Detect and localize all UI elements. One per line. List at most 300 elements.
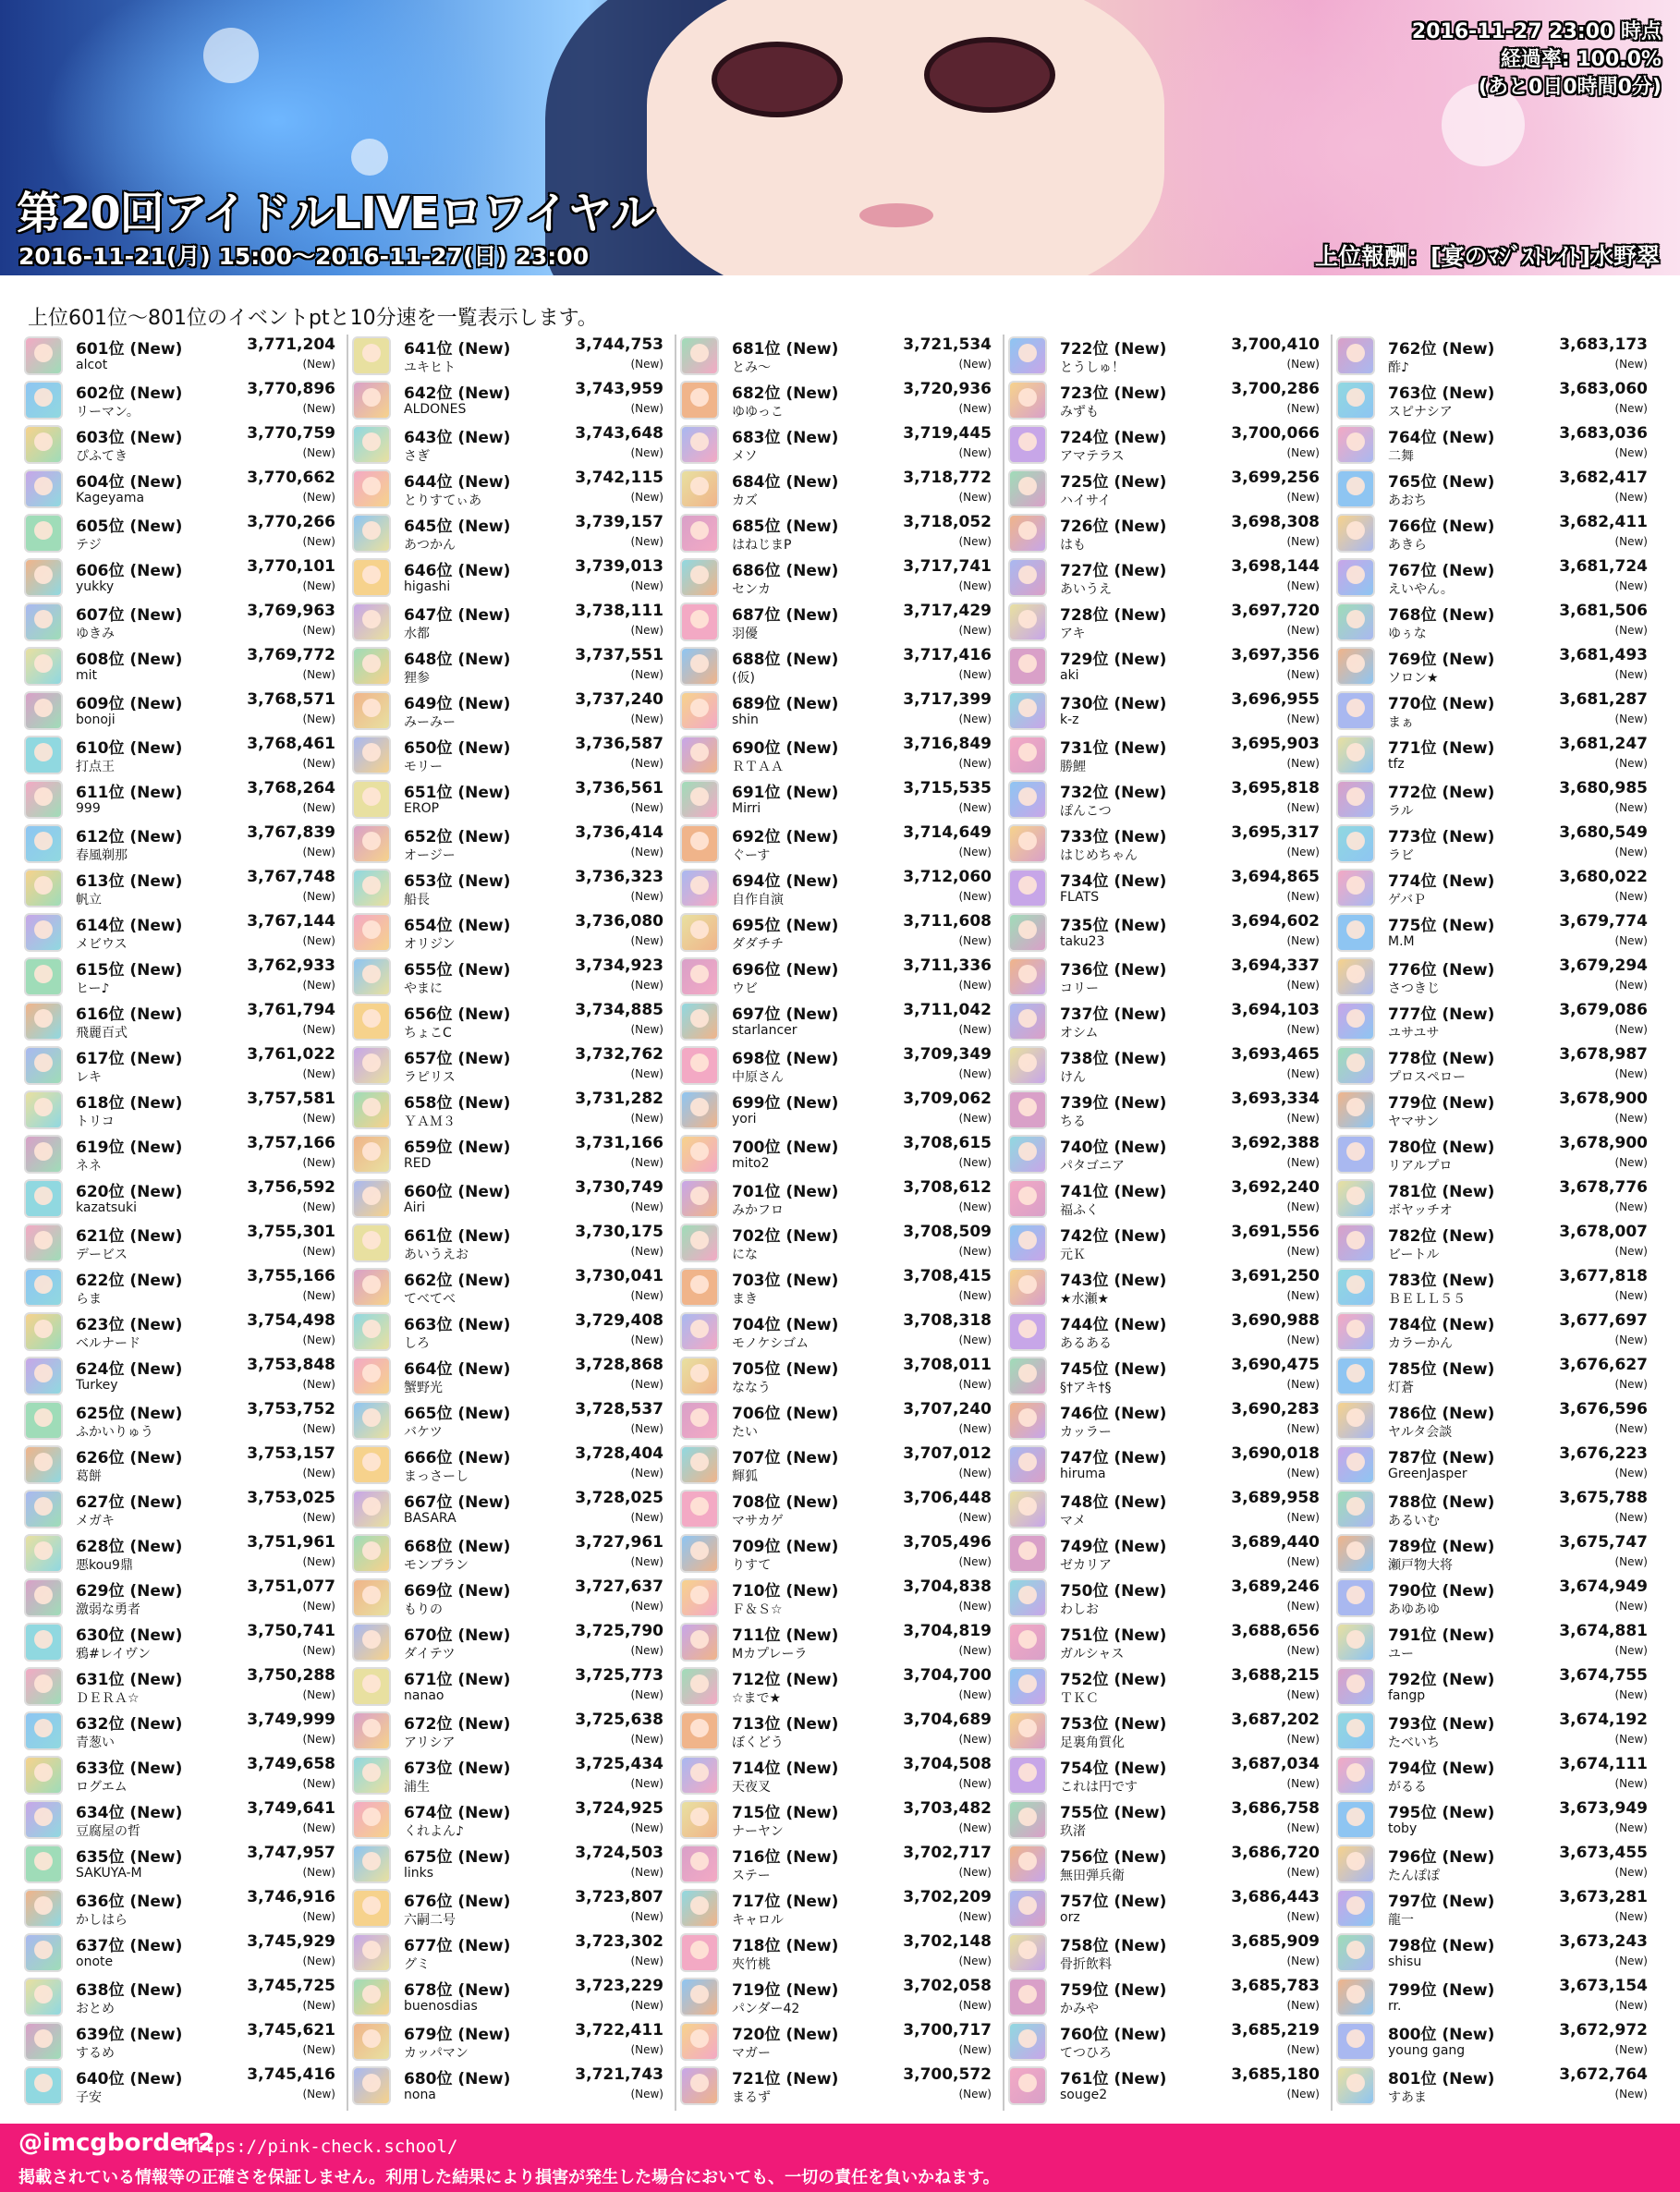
ranking-entry [24, 1931, 343, 1976]
producer-name: GreenJasper [1388, 1467, 1467, 1481]
producer-avatar-icon [352, 1889, 391, 1928]
producer-avatar-icon [352, 558, 391, 597]
producer-name: 子安 [76, 2090, 102, 2105]
ranking-entry [680, 1000, 999, 1044]
producer-avatar-icon [680, 1667, 719, 1706]
producer-name: orz [1060, 1910, 1080, 1925]
ten-minute-speed: (New) [302, 1600, 335, 1613]
producer-avatar-icon [680, 514, 719, 553]
producer-name: Mカプレーラ [732, 1647, 808, 1662]
ranking-entry [24, 1710, 343, 1754]
ten-minute-speed: (New) [958, 757, 992, 770]
disclaimer-text: 掲載されている情報等の正確さを保証しません。利用した結果により損害が発生した場合においても、一切の責任を負いかねます。 [18, 2168, 1000, 2187]
event-points: 3,736,323 [575, 868, 663, 886]
ranking-entry [680, 2020, 999, 2064]
rank-label: 669位 (New) [404, 1582, 511, 1601]
rank-label: 786位 (New) [1388, 1405, 1495, 1423]
ranking-entry [352, 1976, 671, 2020]
rank-label: 718位 (New) [732, 1937, 839, 1955]
rank-label: 679位 (New) [404, 2026, 511, 2044]
producer-avatar-icon [1008, 1756, 1047, 1795]
ranking-entry [1336, 601, 1655, 645]
producer-avatar-icon [352, 647, 391, 686]
ten-minute-speed: (New) [302, 1289, 335, 1302]
event-points: 3,721,743 [575, 2065, 663, 2084]
ranking-entry [24, 335, 343, 379]
event-points: 3,742,115 [575, 469, 663, 487]
event-points: 3,717,399 [903, 690, 992, 709]
ten-minute-speed: (New) [958, 1023, 992, 1036]
event-points: 3,753,752 [247, 1400, 335, 1419]
producer-name: 勝鯉 [1060, 760, 1086, 774]
ten-minute-speed: (New) [630, 712, 663, 725]
ranking-entry [1008, 1177, 1327, 1222]
event-points: 3,737,240 [575, 690, 663, 709]
producer-avatar-icon [352, 2022, 391, 2061]
ranking-entry [680, 468, 999, 512]
rank-label: 690位 (New) [732, 739, 839, 758]
producer-name: カラーかん [1388, 1336, 1453, 1351]
event-points: 3,675,747 [1559, 1533, 1648, 1552]
ten-minute-speed: (New) [630, 1999, 663, 2012]
ranking-entry [1008, 1754, 1327, 1798]
event-points: 3,695,317 [1231, 823, 1320, 842]
producer-name: 玖渚 [1060, 1824, 1086, 1839]
producer-name: 青葱い [76, 1735, 115, 1750]
producer-name: まるず [732, 2090, 771, 2105]
ranking-entry [1336, 867, 1655, 911]
ranking-entry [1008, 1532, 1327, 1577]
producer-avatar-icon [680, 647, 719, 686]
rank-label: 684位 (New) [732, 473, 839, 492]
event-points: 3,698,308 [1231, 513, 1320, 531]
producer-name: 船長 [404, 893, 430, 907]
ten-minute-speed: (New) [630, 1910, 663, 1923]
producer-name: まっさーし [404, 1469, 469, 1484]
ranking-entry [1336, 1710, 1655, 1754]
event-points: 3,681,247 [1559, 735, 1648, 753]
ranking-entry [24, 1976, 343, 2020]
rank-label: 780位 (New) [1388, 1139, 1495, 1157]
ten-minute-speed: (New) [1286, 1378, 1320, 1391]
producer-avatar-icon [24, 514, 63, 553]
event-points: 3,694,602 [1231, 912, 1320, 931]
producer-avatar-icon [352, 824, 391, 863]
ranking-entry [352, 1710, 671, 1754]
producer-name: ゆぅな [1388, 627, 1427, 641]
ten-minute-speed: (New) [1286, 1156, 1320, 1169]
event-points: 3,749,999 [247, 1711, 335, 1729]
ten-minute-speed: (New) [302, 1644, 335, 1657]
producer-name: ユサユサ [1388, 1026, 1440, 1041]
producer-name: ゆきみ [76, 627, 115, 641]
ranking-entry [24, 601, 343, 645]
event-points: 3,728,404 [575, 1444, 663, 1463]
producer-name: ダダチチ [732, 937, 784, 952]
producer-avatar-icon [352, 1490, 391, 1528]
producer-name: 激弱な勇者 [76, 1602, 140, 1617]
rank-label: 646位 (New) [404, 562, 511, 580]
producer-name: aki [1060, 668, 1079, 683]
ranking-entry [24, 956, 343, 1000]
producer-name: オシム [1060, 1026, 1099, 1041]
rank-label: 797位 (New) [1388, 1893, 1495, 1911]
ten-minute-speed: (New) [302, 1999, 335, 2012]
ten-minute-speed: (New) [630, 979, 663, 992]
event-points: 3,711,042 [903, 1001, 992, 1019]
producer-name: links [404, 1866, 434, 1881]
rank-label: 790位 (New) [1388, 1582, 1495, 1601]
event-points: 3,676,596 [1559, 1400, 1648, 1419]
rank-label: 723位 (New) [1060, 384, 1167, 403]
ten-minute-speed: (New) [630, 2043, 663, 2056]
rank-label: 665位 (New) [404, 1405, 511, 1423]
event-points: 3,755,301 [247, 1223, 335, 1241]
producer-name: あるある [1060, 1336, 1112, 1351]
event-points: 3,737,551 [575, 646, 663, 664]
ten-minute-speed: (New) [302, 2088, 335, 2101]
event-points: 3,768,461 [247, 735, 335, 753]
event-points: 3,723,302 [575, 1932, 663, 1951]
ten-minute-speed: (New) [302, 712, 335, 725]
ten-minute-speed: (New) [1614, 890, 1648, 903]
producer-name: alcot [76, 358, 108, 372]
rank-label: 789位 (New) [1388, 1538, 1495, 1556]
ten-minute-speed: (New) [1614, 1289, 1648, 1302]
rank-label: 773位 (New) [1388, 828, 1495, 846]
event-points: 3,673,243 [1559, 1932, 1648, 1951]
producer-avatar-icon [24, 1445, 63, 1484]
ranking-entry [24, 1177, 343, 1222]
producer-name: カズ [732, 493, 758, 508]
rank-label: 724位 (New) [1060, 429, 1167, 447]
event-points: 3,771,204 [247, 335, 335, 354]
ranking-entry [1336, 2064, 1655, 2109]
event-points: 3,677,818 [1559, 1267, 1648, 1285]
ranking-entry [1008, 335, 1327, 379]
ranking-entry [1336, 1887, 1655, 1931]
ranking-entry [352, 1577, 671, 1621]
ten-minute-speed: (New) [958, 801, 992, 814]
event-points: 3,708,509 [903, 1223, 992, 1241]
producer-avatar-icon [24, 1534, 63, 1573]
producer-name: 天夜叉 [732, 1780, 771, 1795]
rank-label: 689位 (New) [732, 695, 839, 713]
rank-label: 639位 (New) [76, 2026, 183, 2044]
ranking-entry [1008, 1931, 1327, 1976]
event-points: 3,697,720 [1231, 602, 1320, 620]
rank-label: 777位 (New) [1388, 1005, 1495, 1024]
rank-label: 659位 (New) [404, 1139, 511, 1157]
producer-avatar-icon [24, 913, 63, 952]
rank-label: 601位 (New) [76, 340, 183, 359]
producer-name: 灯蒼 [1388, 1381, 1414, 1395]
producer-avatar-icon [352, 1135, 391, 1174]
ten-minute-speed: (New) [630, 1733, 663, 1746]
ten-minute-speed: (New) [1614, 358, 1648, 371]
ten-minute-speed: (New) [1286, 1688, 1320, 1701]
producer-avatar-icon [1008, 603, 1047, 641]
ranking-entry [680, 423, 999, 468]
producer-avatar-icon [352, 691, 391, 730]
rank-label: 626位 (New) [76, 1449, 183, 1467]
producer-name: 春風剃那 [76, 848, 128, 863]
rank-label: 781位 (New) [1388, 1183, 1495, 1201]
ten-minute-speed: (New) [630, 801, 663, 814]
ten-minute-speed: (New) [1286, 2088, 1320, 2101]
event-points: 3,681,506 [1559, 602, 1648, 620]
rank-label: 661位 (New) [404, 1227, 511, 1246]
ten-minute-speed: (New) [1614, 1600, 1648, 1613]
ranking-column [24, 335, 343, 2111]
ranking-entry [352, 1887, 671, 1931]
producer-name: ぴふてき [76, 449, 128, 464]
rank-label: 636位 (New) [76, 1893, 183, 1911]
producer-name: テジ [76, 538, 102, 553]
rank-label: 711位 (New) [732, 1626, 839, 1645]
producer-name: shin [732, 712, 759, 727]
producer-name: さぎ [404, 449, 430, 464]
producer-avatar-icon [352, 1623, 391, 1662]
rank-label: 705位 (New) [732, 1360, 839, 1379]
event-points: 3,709,349 [903, 1045, 992, 1064]
ranking-entry [680, 1976, 999, 2020]
producer-avatar-icon [352, 1046, 391, 1085]
rank-label: 784位 (New) [1388, 1316, 1495, 1334]
producer-avatar-icon [1336, 1490, 1375, 1528]
producer-name: ラル [1388, 804, 1414, 819]
rank-label: 678位 (New) [404, 1981, 511, 2000]
event-points: 3,690,988 [1231, 1311, 1320, 1330]
event-points: 3,681,724 [1559, 557, 1648, 576]
rank-label: 794位 (New) [1388, 1760, 1495, 1778]
event-points: 3,767,748 [247, 868, 335, 886]
producer-name: fangp [1388, 1688, 1426, 1703]
producer-avatar-icon [1336, 381, 1375, 420]
ranking-entry [352, 1532, 671, 1577]
event-points: 3,672,972 [1559, 2021, 1648, 2040]
event-points: 3,683,060 [1559, 380, 1648, 398]
ranking-entry [680, 1310, 999, 1355]
rank-label: 655位 (New) [404, 961, 511, 980]
rank-label: 771位 (New) [1388, 739, 1495, 758]
ten-minute-speed: (New) [958, 1467, 992, 1480]
ten-minute-speed: (New) [302, 1555, 335, 1568]
ranking-entry [24, 468, 343, 512]
event-points: 3,719,445 [903, 424, 992, 443]
ranking-entry [1336, 1222, 1655, 1266]
producer-name: ＴＫＣ [1060, 1691, 1099, 1706]
ten-minute-speed: (New) [1614, 491, 1648, 504]
rank-label: 674位 (New) [404, 1804, 511, 1822]
producer-avatar-icon [24, 1224, 63, 1262]
ten-minute-speed: (New) [1286, 1200, 1320, 1213]
ten-minute-speed: (New) [1286, 1910, 1320, 1923]
ten-minute-speed: (New) [1614, 1511, 1648, 1524]
rank-label: 779位 (New) [1388, 1094, 1495, 1113]
producer-avatar-icon [1336, 1179, 1375, 1218]
rank-label: 749位 (New) [1060, 1538, 1167, 1556]
ranking-entry [352, 1621, 671, 1665]
producer-avatar-icon [680, 824, 719, 863]
event-points: 3,707,012 [903, 1444, 992, 1463]
producer-avatar-icon [24, 1268, 63, 1307]
ten-minute-speed: (New) [302, 491, 335, 504]
progress-rate: 経過率: 100.0% [1500, 48, 1662, 71]
ten-minute-speed: (New) [1614, 2088, 1648, 2101]
rank-label: 642位 (New) [404, 384, 511, 403]
ten-minute-speed: (New) [630, 1067, 663, 1080]
ten-minute-speed: (New) [958, 1333, 992, 1346]
event-points: 3,757,581 [247, 1090, 335, 1108]
event-points: 3,731,282 [575, 1090, 663, 1108]
producer-name: もりの [404, 1602, 443, 1617]
producer-avatar-icon [24, 1845, 63, 1883]
rank-label: 649位 (New) [404, 695, 511, 713]
producer-name: くれよん♪ [404, 1824, 464, 1839]
producer-avatar-icon [1336, 1711, 1375, 1750]
ten-minute-speed: (New) [958, 890, 992, 903]
rank-label: 741位 (New) [1060, 1183, 1167, 1201]
producer-avatar-icon [1008, 1002, 1047, 1041]
producer-avatar-icon [24, 336, 63, 375]
rank-label: 712位 (New) [732, 1671, 839, 1689]
event-points: 3,728,537 [575, 1400, 663, 1419]
ranking-entry [1336, 1976, 1655, 2020]
event-points: 3,678,987 [1559, 1045, 1648, 1064]
ten-minute-speed: (New) [630, 2088, 663, 2101]
producer-avatar-icon [1336, 1135, 1375, 1174]
ranking-entry [680, 1843, 999, 1887]
ten-minute-speed: (New) [1286, 1999, 1320, 2012]
event-points: 3,736,587 [575, 735, 663, 753]
producer-name: Turkey [76, 1378, 118, 1393]
ranking-entry [680, 379, 999, 423]
producer-name: マメ [1060, 1514, 1086, 1528]
producer-name: えいやん。 [1388, 582, 1454, 597]
ten-minute-speed: (New) [630, 1422, 663, 1435]
event-points: 3,734,885 [575, 1001, 663, 1019]
event-banner [0, 0, 1680, 275]
rank-label: 654位 (New) [404, 917, 511, 935]
producer-avatar-icon [680, 1179, 719, 1218]
ranking-column [1008, 335, 1327, 2111]
event-points: 3,729,408 [575, 1311, 663, 1330]
ten-minute-speed: (New) [630, 1511, 663, 1524]
producer-name: 豆腐屋の哲 [76, 1824, 140, 1839]
ten-minute-speed: (New) [302, 846, 335, 859]
ranking-entry [1008, 1266, 1327, 1310]
ten-minute-speed: (New) [1614, 1733, 1648, 1746]
ten-minute-speed: (New) [958, 934, 992, 947]
rank-label: 746位 (New) [1060, 1405, 1167, 1423]
ten-minute-speed: (New) [1614, 1200, 1648, 1213]
ranking-entry [24, 734, 343, 778]
rank-label: 787位 (New) [1388, 1449, 1495, 1467]
rank-label: 744位 (New) [1060, 1316, 1167, 1334]
producer-name: アキ [1060, 627, 1086, 641]
ten-minute-speed: (New) [630, 1688, 663, 1701]
rank-label: 745位 (New) [1060, 1360, 1167, 1379]
producer-name: りすて [732, 1558, 772, 1573]
event-points: 3,704,508 [903, 1755, 992, 1773]
ranking-entry [352, 1443, 671, 1488]
ranking-entry [680, 1044, 999, 1089]
event-points: 3,685,909 [1231, 1932, 1320, 1951]
ten-minute-speed: (New) [1286, 979, 1320, 992]
ranking-entry [680, 1621, 999, 1665]
producer-name: ALDONES [404, 402, 467, 417]
producer-avatar-icon [1336, 1623, 1375, 1662]
ranking-entry [680, 1710, 999, 1754]
producer-avatar-icon [1336, 647, 1375, 686]
ranking-entry [680, 1754, 999, 1798]
site-url-link[interactable]: https://pink-check.school/ [183, 2137, 458, 2157]
event-points: 3,674,755 [1559, 1666, 1648, 1685]
ten-minute-speed: (New) [1286, 890, 1320, 903]
producer-avatar-icon [1008, 1623, 1047, 1662]
rank-label: 698位 (New) [732, 1050, 839, 1068]
ten-minute-speed: (New) [630, 934, 663, 947]
rank-label: 624位 (New) [76, 1360, 183, 1379]
ranking-column [352, 335, 671, 2111]
ranking-entry [1008, 1310, 1327, 1355]
ten-minute-speed: (New) [1614, 1866, 1648, 1879]
producer-avatar-icon [352, 1357, 391, 1395]
producer-avatar-icon [1008, 381, 1047, 420]
event-points: 3,676,223 [1559, 1444, 1648, 1463]
ranking-entry [1336, 689, 1655, 734]
ranking-entry [1336, 1089, 1655, 1133]
ranking-entry [1008, 1665, 1327, 1710]
ten-minute-speed: (New) [958, 624, 992, 637]
producer-avatar-icon [1008, 514, 1047, 553]
twitter-handle-link[interactable]: @imcgborder2 [18, 2129, 215, 2157]
ten-minute-speed: (New) [630, 1333, 663, 1346]
ranking-entry [24, 689, 343, 734]
ranking-entry [352, 1089, 671, 1133]
producer-avatar-icon [1008, 2066, 1047, 2105]
event-points: 3,688,656 [1231, 1622, 1320, 1640]
ten-minute-speed: (New) [1614, 1821, 1648, 1834]
rank-label: 755位 (New) [1060, 1804, 1167, 1822]
event-points: 3,725,638 [575, 1711, 663, 1729]
producer-name: メソ [732, 449, 758, 464]
ranking-entry [680, 645, 999, 689]
ranking-entry [24, 1089, 343, 1133]
producer-name: 葛餅 [76, 1469, 102, 1484]
event-points: 3,711,336 [903, 956, 992, 975]
ten-minute-speed: (New) [302, 668, 335, 681]
producer-avatar-icon [24, 1978, 63, 2016]
producer-name: わしお [1060, 1602, 1099, 1617]
rank-label: 604位 (New) [76, 473, 183, 492]
producer-name: バケツ [404, 1425, 443, 1440]
ranking-entry [1008, 512, 1327, 556]
event-points: 3,679,774 [1559, 912, 1648, 931]
ten-minute-speed: (New) [302, 1156, 335, 1169]
producer-name: 狸参 [404, 671, 430, 686]
event-points: 3,694,337 [1231, 956, 1320, 975]
rank-label: 683位 (New) [732, 429, 839, 447]
producer-name: スピナシア [1388, 405, 1453, 420]
ten-minute-speed: (New) [1286, 1422, 1320, 1435]
producer-avatar-icon [24, 1090, 63, 1129]
ranking-entry [352, 734, 671, 778]
producer-avatar-icon [680, 603, 719, 641]
ten-minute-speed: (New) [630, 1156, 663, 1169]
producer-avatar-icon [352, 1224, 391, 1262]
